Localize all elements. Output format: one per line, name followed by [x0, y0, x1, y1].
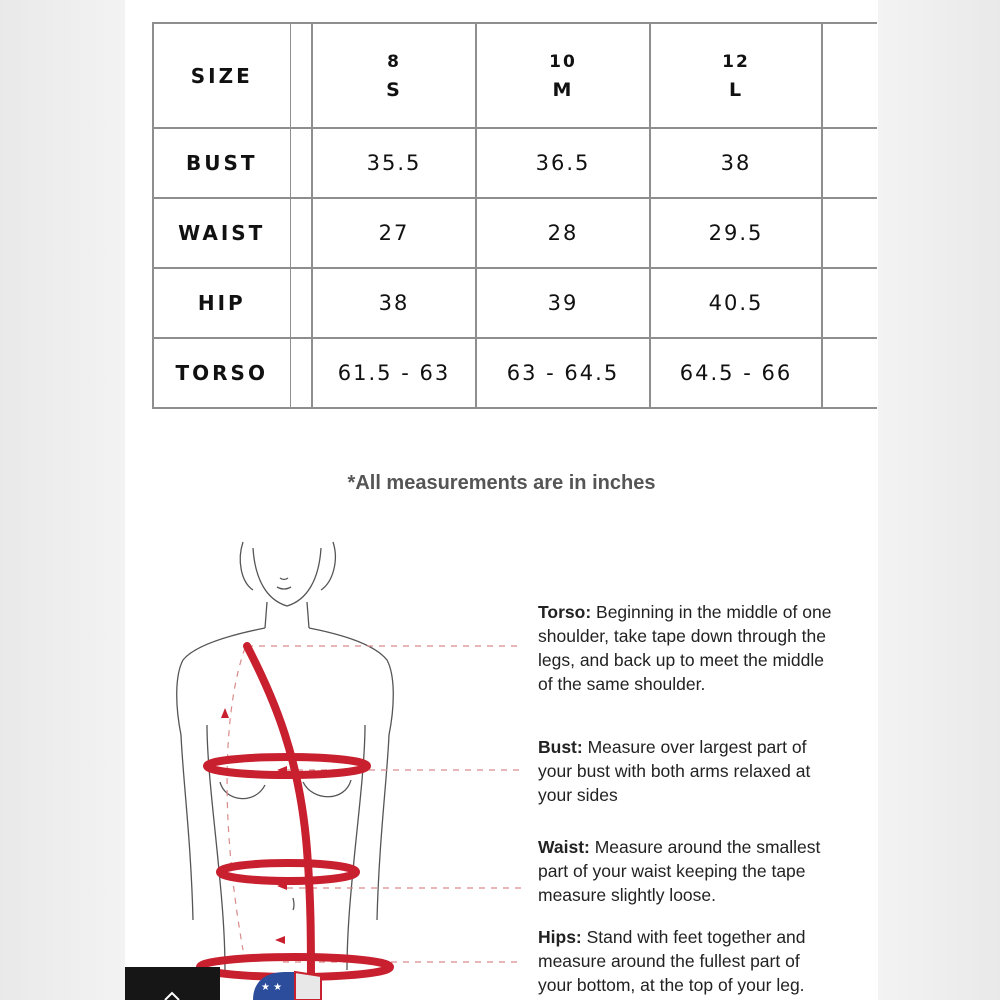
- truncated-column-cell: [822, 198, 877, 268]
- table-cell: 36.5: [476, 128, 650, 198]
- table-gap-cell: [290, 23, 312, 128]
- table-gap-cell: [290, 268, 312, 338]
- back-to-top-button[interactable]: [125, 967, 220, 1000]
- table-row-torso: [153, 338, 877, 408]
- measurement-note: *All measurements are in inches: [347, 472, 656, 494]
- table-cell: 27: [312, 198, 476, 268]
- table-gap-cell: [290, 338, 312, 408]
- size-letter: S: [386, 78, 402, 101]
- neck-outline: [307, 602, 309, 628]
- hips-title: Hips:: [538, 927, 582, 947]
- waist-tape: [220, 863, 356, 881]
- size-label: SIZE: [153, 23, 290, 128]
- bust-text: Measure over largest part of your bust with both arms relaxed at your sides: [538, 737, 811, 805]
- size-letter: M: [552, 78, 574, 101]
- table-cell: 39: [476, 268, 650, 338]
- size-number: 8: [387, 51, 401, 72]
- table-row-bust: [153, 128, 877, 198]
- hips-instruction: [538, 925, 838, 997]
- neck-outline: [265, 602, 267, 628]
- table-cell: 35.5: [312, 128, 476, 198]
- size-number: 10: [549, 51, 577, 72]
- column-header-size: [650, 23, 822, 128]
- waist-instruction: [538, 835, 838, 907]
- table-cell: 38: [650, 128, 822, 198]
- size-table: [152, 22, 877, 409]
- bust-instruction: [538, 735, 838, 807]
- table-row-waist: [153, 198, 877, 268]
- arrow-up-icon: [221, 708, 229, 718]
- table-cell: 63 - 64.5: [476, 338, 650, 408]
- truncated-column-cell: [822, 268, 877, 338]
- table-gap-cell: [290, 198, 312, 268]
- truncated-column-cell: [822, 23, 877, 128]
- table-cell: 29.5: [650, 198, 822, 268]
- row-label: TORSO: [153, 338, 290, 408]
- hair-outline: [321, 542, 335, 590]
- torso-text: Beginning in the middle of one shoulder, take tape down through the legs, and back up to meet the middle of the same shoulder.: [538, 602, 832, 694]
- row-label: HIP: [153, 268, 290, 338]
- navel-outline: [293, 898, 294, 910]
- right-backdrop: [878, 0, 1000, 1000]
- svg-text:★ ★: ★ ★: [261, 982, 283, 993]
- row-label: BUST: [153, 128, 290, 198]
- row-label: WAIST: [153, 198, 290, 268]
- face-outline: [253, 548, 321, 606]
- torso-title: Torso:: [538, 602, 592, 622]
- table-row-hip: [153, 268, 877, 338]
- bust-title: Bust:: [538, 737, 583, 757]
- measuring-guide: [125, 520, 878, 1000]
- waist-text: Measure around the smallest part of your waist keeping the tape measure slightly loose.: [538, 837, 821, 905]
- table-cell: 28: [476, 198, 650, 268]
- torso-instruction: [538, 600, 838, 696]
- bust-outline: [303, 780, 351, 797]
- waist-title: Waist:: [538, 837, 590, 857]
- column-header-size: [312, 23, 476, 128]
- size-chart-panel: [125, 0, 878, 1000]
- left-backdrop: [0, 0, 125, 1000]
- hips-text: Stand with feet together and measure around the fullest part of your bottom, at the top of your leg.: [538, 927, 806, 995]
- column-header-size: [476, 23, 650, 128]
- size-number: 12: [722, 51, 750, 72]
- truncated-column-cell: [822, 128, 877, 198]
- mouth-outline: [277, 587, 291, 589]
- hair-outline: [240, 542, 253, 590]
- table-header-row: [153, 23, 877, 128]
- arrow-left-icon: [275, 936, 285, 944]
- nose-outline: [280, 578, 288, 580]
- table-cell: 40.5: [650, 268, 822, 338]
- table-cell: 38: [312, 268, 476, 338]
- chevron-up-icon: [125, 967, 220, 1000]
- table-cell: 61.5 - 63: [312, 338, 476, 408]
- truncated-column-cell: [822, 338, 877, 408]
- table-cell: 64.5 - 66: [650, 338, 822, 408]
- size-letter: L: [728, 78, 744, 101]
- table-gap-cell: [290, 128, 312, 198]
